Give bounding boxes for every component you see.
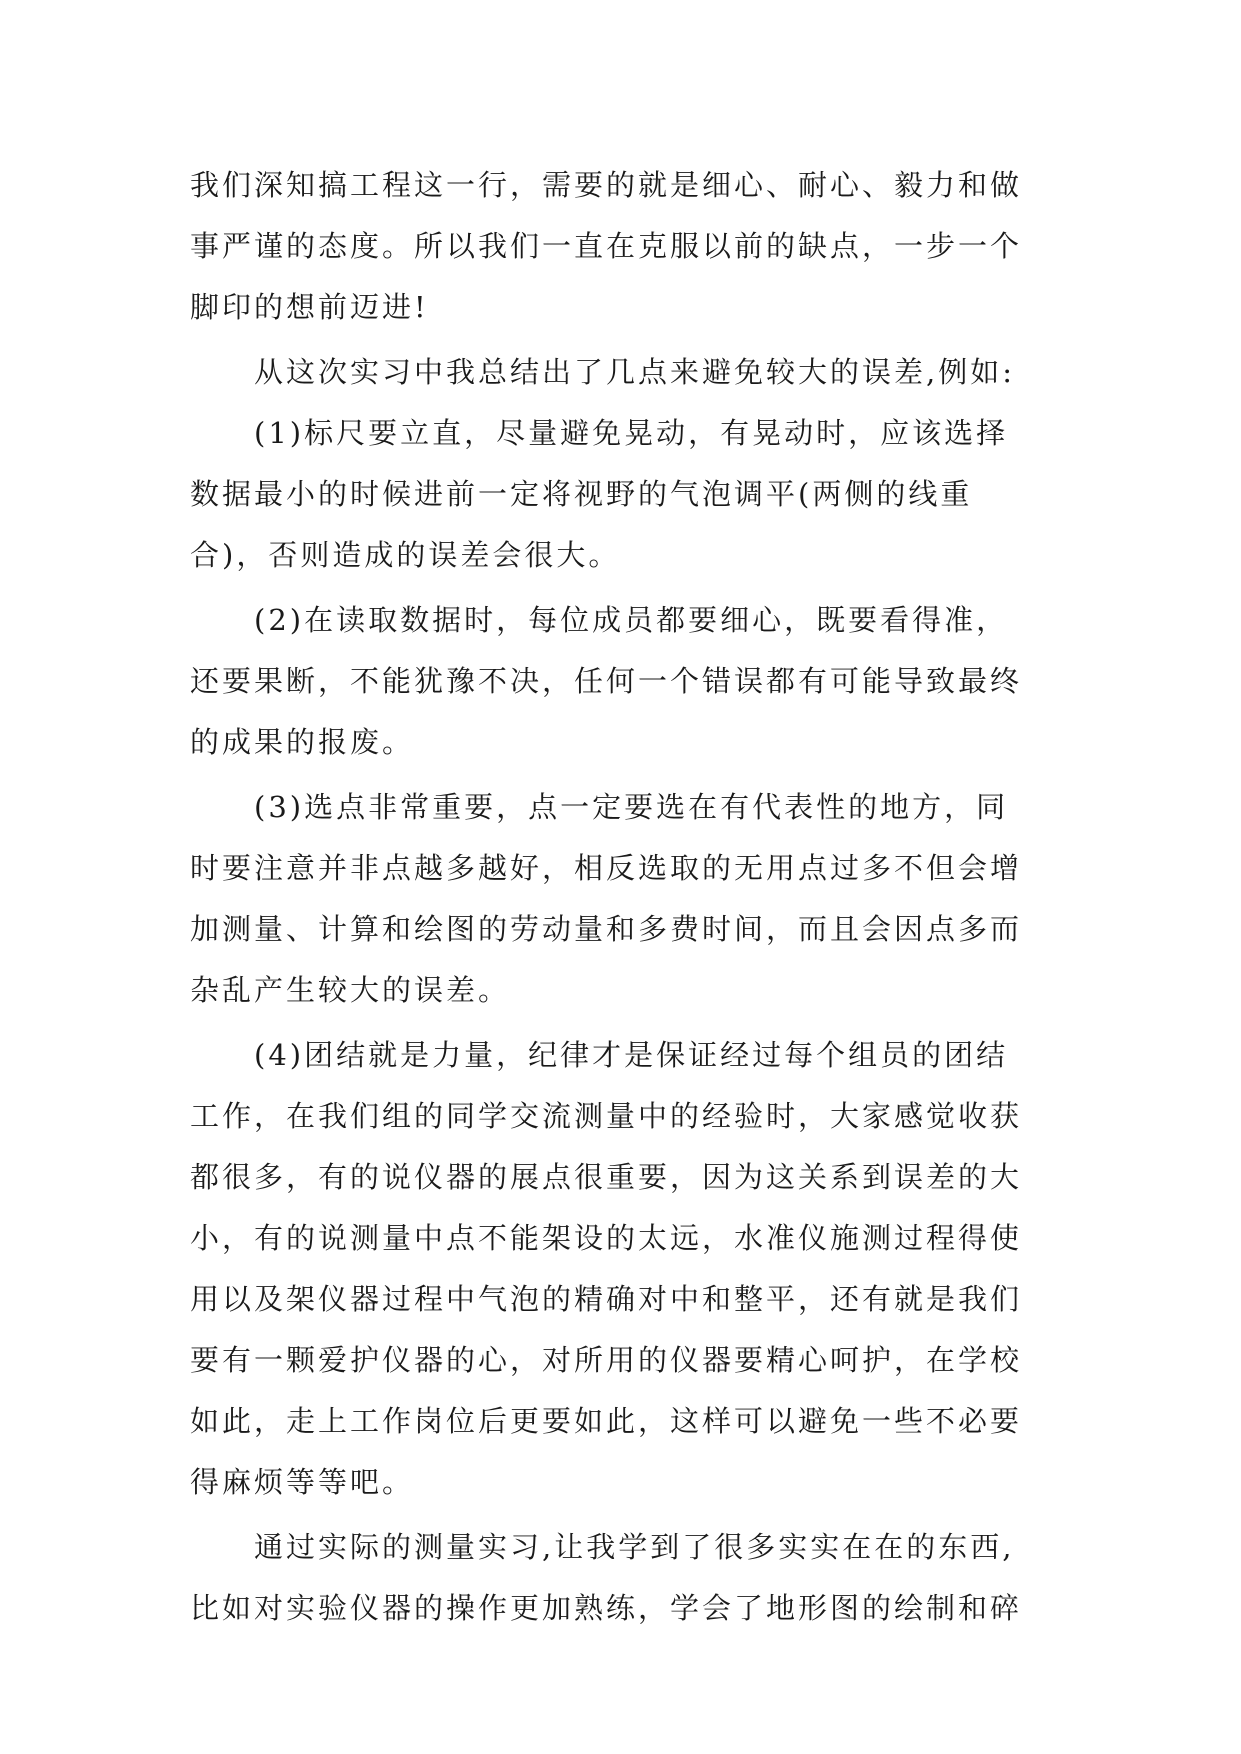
text-line: 杂乱产生较大的误差。 (190, 973, 511, 1007)
text-line: 如此，走上工作岗位后更要如此，这样可以避免一些不必要 (190, 1404, 1023, 1438)
text-line: 脚印的想前迈进! (190, 290, 429, 324)
text-line: 事严谨的态度。所以我们一直在克服以前的缺点，一步一个 (190, 229, 1023, 263)
text-line: 用以及架仪器过程中气泡的精确对中和整平，还有就是我们 (190, 1282, 1023, 1316)
text-line: 都很多，有的说仪器的展点很重要，因为这关系到误差的大 (190, 1160, 1023, 1194)
text-line: 加测量、计算和绘图的劳动量和多费时间，而且会因点多而 (190, 912, 1023, 946)
text-line: (3)选点非常重要，点一定要选在有代表性的地方，同 (254, 790, 1009, 824)
text-line: 比如对实验仪器的操作更加熟练，学会了地形图的绘制和碎 (190, 1591, 1023, 1625)
document-body (190, 155, 1060, 1639)
text-line: 合)，否则造成的误差会很大。 (190, 538, 621, 572)
text-line: (1)标尺要立直，尽量避免晃动，有晃动时，应该选择 (254, 416, 1009, 450)
text-line: 要有一颗爱护仪器的心，对所用的仪器要精心呵护，在学校 (190, 1343, 1023, 1377)
text-line: 工作，在我们组的同学交流测量中的经验时，大家感觉收获 (190, 1099, 1023, 1133)
text-line: 得麻烦等等吧。 (190, 1465, 415, 1499)
text-line: (2)在读取数据时，每位成员都要细心，既要看得准， (254, 603, 1009, 637)
text-line: 我们深知搞工程这一行，需要的就是细心、耐心、毅力和做 (190, 168, 1023, 202)
text-line: 的成果的报废。 (190, 725, 415, 759)
text-line: 从这次实习中我总结出了几点来避免较大的误差,例如: (254, 355, 1015, 389)
text-line: 时要注意并非点越多越好，相反选取的无用点过多不但会增 (190, 851, 1023, 885)
text-line: (4)团结就是力量，纪律才是保证经过每个组员的团结 (254, 1038, 1009, 1072)
text-line: 还要果断，不能犹豫不决，任何一个错误都有可能导致最终 (190, 664, 1023, 698)
text-line: 数据最小的时候进前一定将视野的气泡调平(两侧的线重 (190, 477, 973, 511)
text-line: 通过实际的测量实习,让我学到了很多实实在在的东西, (254, 1530, 1015, 1564)
text-line: 小，有的说测量中点不能架设的太远，水准仪施测过程得使 (190, 1221, 1023, 1255)
